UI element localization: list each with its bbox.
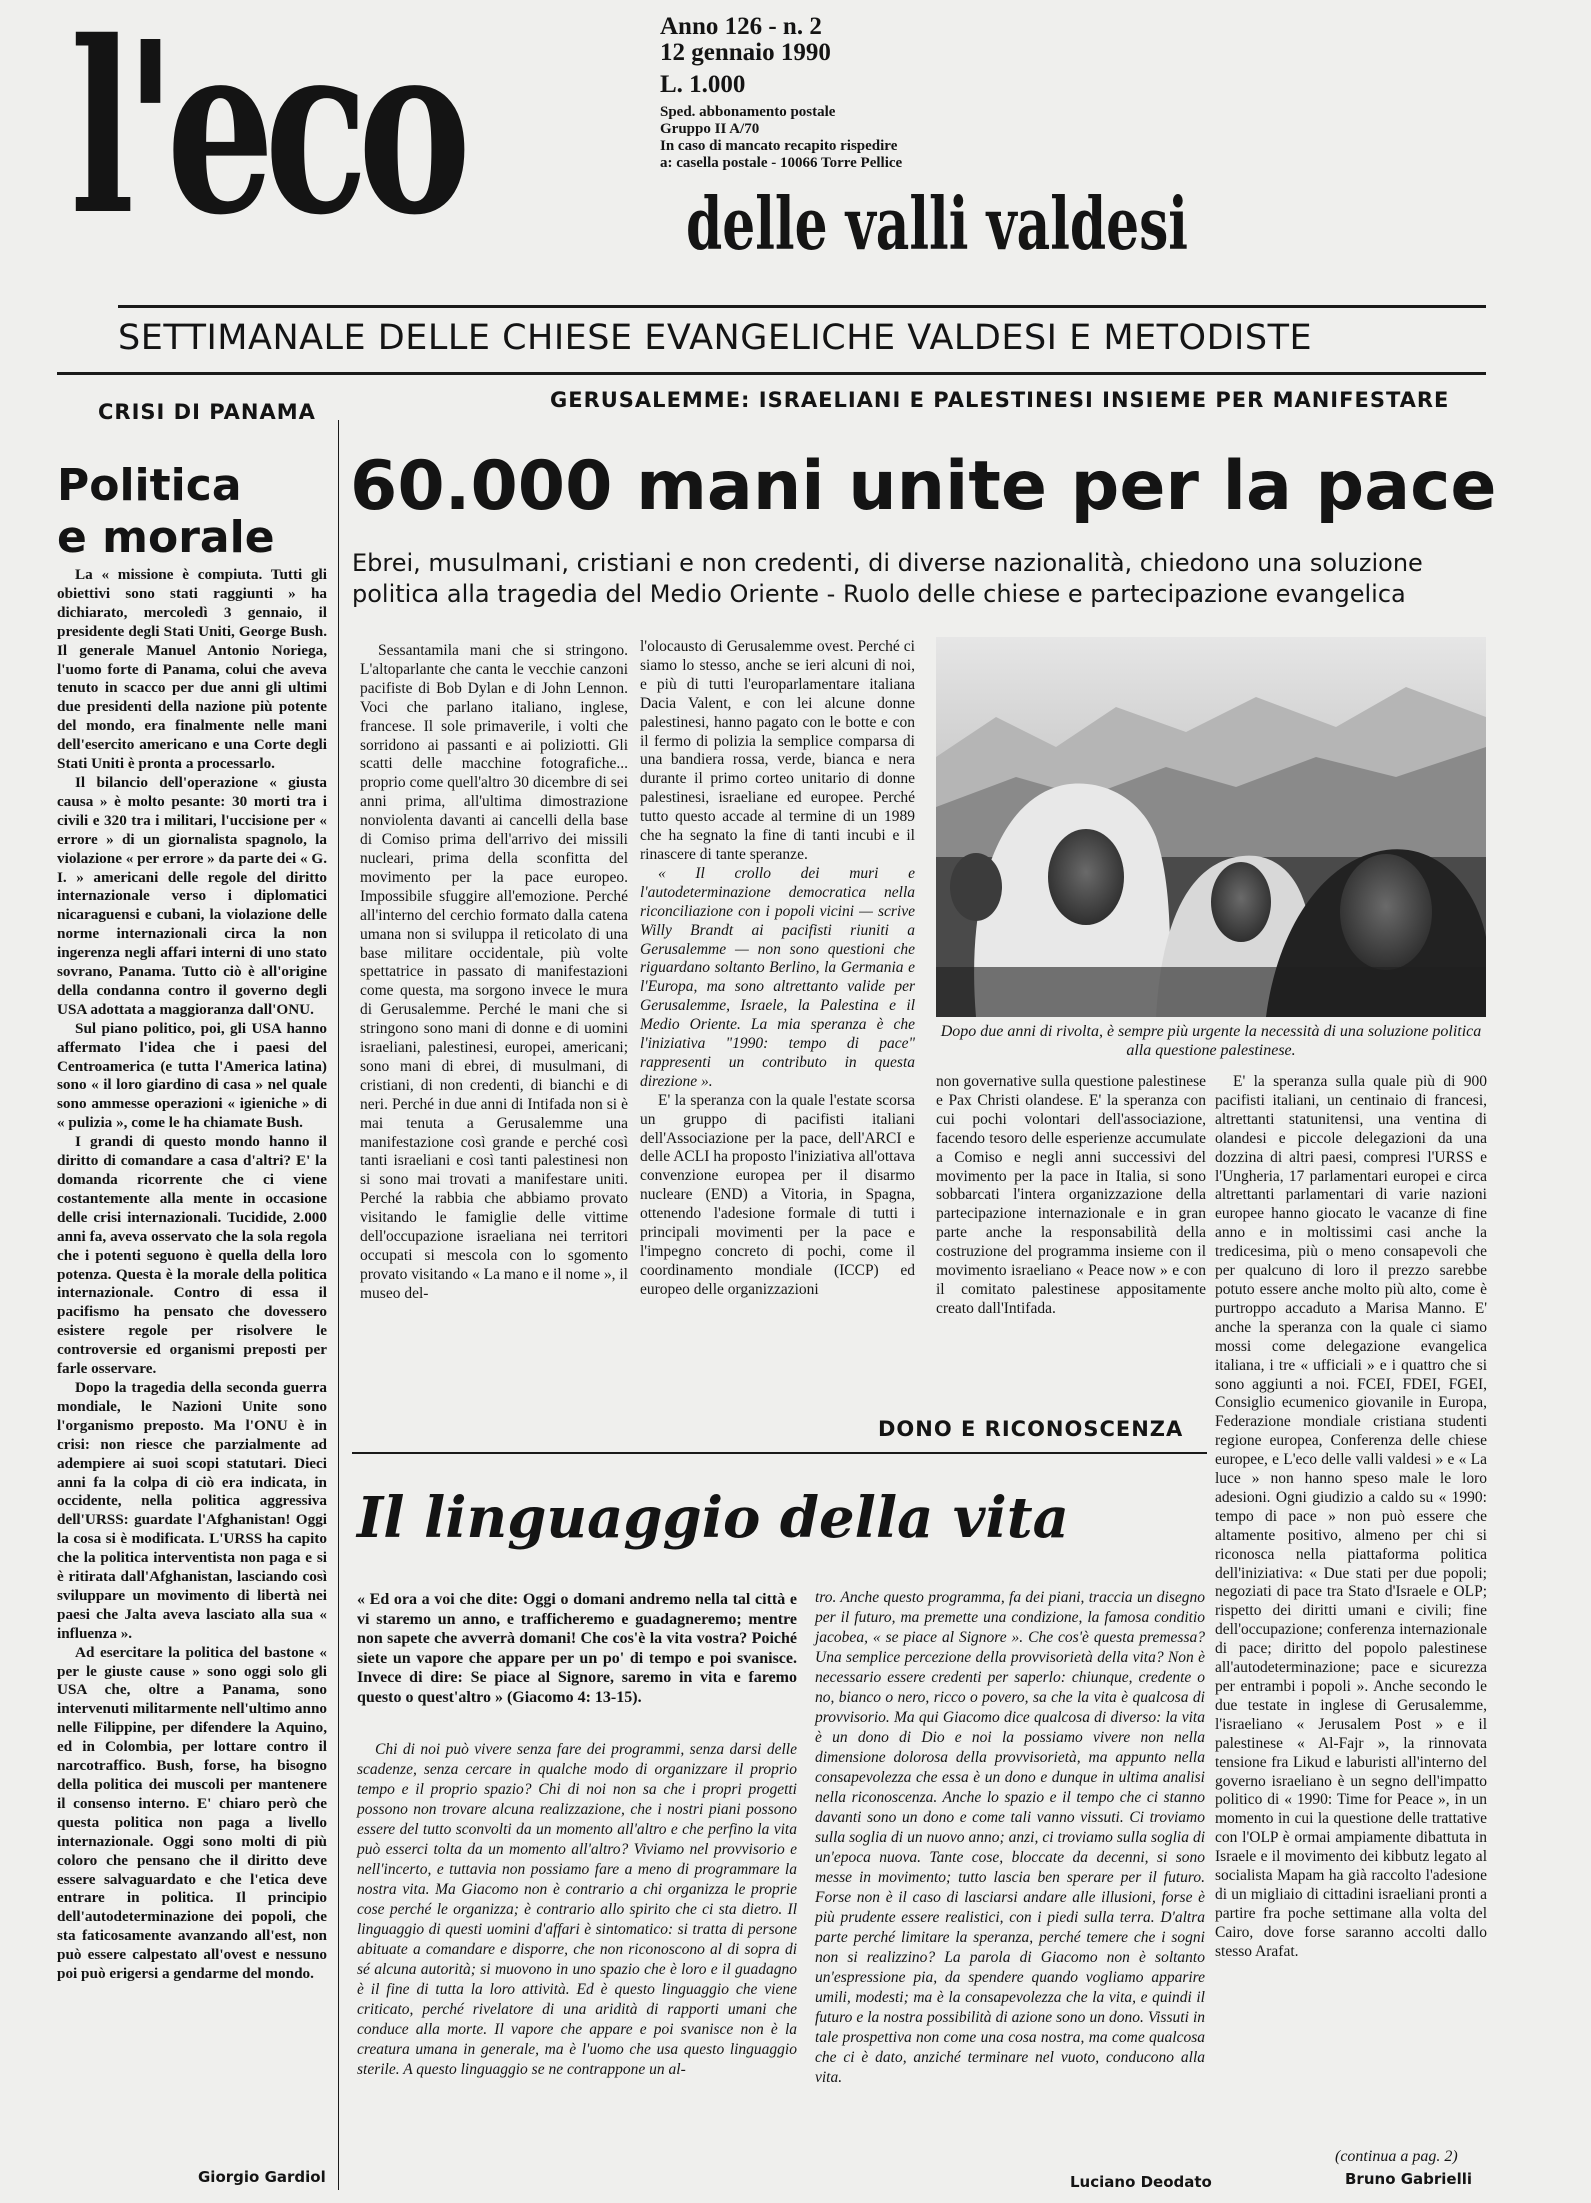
- left-article-title: [57, 460, 275, 564]
- postal-info: [660, 104, 902, 172]
- paragraph: non governative sulla questione palestinese e Pax Christi olandese. E' la speranza con cui pochi volontari dell'associazione, facendo tesoro delle esperienze accumulate a Comiso e negli anni successivi del movimento per la pace in Italia, si sono sobbarcati l'intera organizzazione della partecipazione internazionale e in gran parte anche la responsabilità della costruzione del programma insieme con il movimento israeliano « Peace now » e con il comitato palestinese appositamente creato dall'Intifada.: [936, 1073, 1206, 1317]
- second-article-title: Il linguaggio della vita: [357, 1485, 1069, 1551]
- main-article-author: Bruno Gabrielli: [1345, 2170, 1473, 2188]
- masthead-info: [660, 14, 902, 172]
- paragraph: Sessantamila mani che si stringono. L'altoparlante che canta le vecchie canzoni pacifiste di Bob Dylan e di John Lennon. Voci che parlano italiano, inglese, francese. Il sole primaverile, i volti che sorridono ai passanti e ai poliziotti. Gli scatti delle macchine fotografiche... proprio come quell'altro 30 dicembre di sei anni prima, all'ultima dimostrazione nonviolenta davanti ai cancelli della base di Comiso prima dell'arrivo dei missili nucleari, prima della sconfitta del movimento per la pace europeo. Impossibile sfuggire all'emozione. Perché all'interno del cerchio formato dalla catena umana non si sviluppa il reticolato di una base militare occidentale, più volte spettatrice in passato di manifestazioni come questa, ma sorgono invece le mura di Gerusalemme. Perché le mani che si stringono sono mani di donne e di uomini israeliani, palestinesi, europei, americani; sono mani di ebrei, di musulmani, di cristiani, di non credenti, di bianchi e di neri. Perché in due anni di Intifada non si è mai tenuta a Gerusalemme una manifestazione così grande e perché così tanti israeliani e così tanti palestinesi non si sono mai trovati a manifestare uniti. Perché la rabbia che abbiamo provato visitando le famiglie delle vittime dell'occupazione israeliana nei territori occupati si mescola con lo sgomento provato visitando « La mano e il nome », il museo del-: [360, 642, 628, 1302]
- title-line: e morale: [57, 512, 275, 563]
- main-article-col1: [360, 642, 628, 1304]
- postal-line: In caso di mancato recapito rispedire: [660, 138, 898, 154]
- paragraph: La « missione è compiuta. Tutti gli obiettivi sono stati raggiunti » ha dichiarato, mercoledì 3 gennaio, il presidente degli Stati Uniti, George Bush. Il generale Manuel Antonio Noriega, l'uomo forte di Panama, colui che aveva tenuto in scacco per due anni gli ultimi due presidenti della nazione più potente del mondo, era finalmente nelle mani dell'esercito americano e una Corte degli Stati Uniti è pronta a processarlo.: [57, 566, 327, 773]
- paragraph: tro. Anche questo programma, fa dei piani, traccia un disegno per il futuro, ma premette una condizione, la famosa conditio jacobea, « se piace al Signore ». Che cos'è questa premessa? Una semplice percezione della provvisorietà della vita? Non è necessario essere credenti per saperlo: chiunque, credente o no, bianco o nero, ricco o povero, sa che la vita è qualcosa di provvisorio. Ma qui Giacomo dice qualcosa di diverso: la vita è un dono di Dio e noi la possiamo vivere non nella dimensione dolorosa della provvisorietà, ma appunto nella consapevolezza che essa è un dono e dunque in ultima analisi nella riconoscenza. Anche lo spazio e il tempo che ci stanno davanti sono un dono e come tali vanno vissuti. Ci troviamo sulla soglia di un nuovo anno; anzi, ci troviamo sulla soglia di un'epoca nuova. Tante cose, bloccate da decenni, si sono messe in movimento; tutto lascia ben sperare per il futuro. Forse non è il caso di lasciarsi andare alle illusioni, forse è più prudente essere realistici, con i piedi sulla terra. D'altra parte perché limitare la speranza, perché temere che i sogni non si realizzino? La parola di Giacomo non è soltanto un'espressione pia, da spendere quando vogliamo apparire umili, modesti; ma è la consapevolezza che la vita, e quindi il futuro e la nostra possibilità di azione sono un dono. Vissuti in tale prospettiva non come una cosa nostra, ma come qualcosa che ci è dato, anziché terminare nel vuoto, conducono alla vita.: [815, 1589, 1205, 2086]
- paragraph: Il bilancio dell'operazione « giusta causa » è molto pesante: 30 morti tra i civili e 320 tra i militari, l'uccisione per « errore » di un giornalista spagnolo, la violazione « per errore » da parte dei « G. I. » americani delle regole del diritto internazionale verso i diplomatici nicaraguensi e cubani, la violazione delle norme internazionali circa la non ingerenza negli affari interni di uno stato sovrano, Panama. Tutto ciò è all'origine della condanna contro il governo degli USA adottata a maggioranza dall'ONU.: [57, 773, 327, 1018]
- photo-caption: Dopo due anni di rivolta, è sempre più urgente la necessità di una soluzione politica alla questione palestinese.: [940, 1023, 1482, 1059]
- paragraph: l'olocausto di Gerusalemme ovest. Perché ci siamo lo stesso, anche se ieri alcuni di noi, e più di tutti l'europarlamentare italiana Dacia Valent, e con lei alcune donne palestinesi, hanno pagato con le botte e con il fermo di polizia la semplice comparsa di una bandiera rossa, verde, bianca e nera durante il primo corteo unitario di donne palestinesi, israeliane ed europee. Perché tutto questo accade al termine di un 1989 che ha segnato la fine di tanti incubi e il rinascere di tante speranze.: [640, 638, 915, 863]
- section-rule: [352, 1452, 1207, 1454]
- title-line: Politica: [57, 460, 242, 511]
- paragraph: Ad esercitare la politica del bastone « per le giuste cause » sono oggi solo gli USA che, oltre a Panama, sono intervenuti militarmente nell'ultimo anno nelle Filippine, per difendere la Aquino, ed in Colombia, per lottare contro il narcotraffico. Bush, forse, ha bisogno della politica dei muscoli per mantenere il consenso interno. E' chiaro però che questa politica non paga a livello internazionale. Oggi sono molti di più coloro che pensano che il diritto deve essere salvaguardato e che l'etica deve entrare in politica. Il principio dell'autodeterminazione dei popoli, che sta faticosamente avanzando all'est, non può essere calpestato all'ovest e nessuno poi può erigersi a gendarme del mondo.: [57, 1643, 327, 1983]
- scripture-quote: « Ed ora a voi che dite: Oggi o domani andremo nella tal città e vi staremo un anno, e trafficheremo e guadagneremo; mentre non sapete che avverrà domani! Che cos'è la vita vostra? Poiché siete un vapore che appare per un po' di tempo e poi svanisce. Invece di dire: Se piace al Signore, saremo in vita e faremo questo o quest'altro » (Giacomo 4: 13-15).: [357, 1591, 797, 1706]
- masthead-tagline: SETTIMANALE DELLE CHIESE EVANGELICHE VALDESI E METODISTE: [118, 318, 1313, 358]
- paragraph: I grandi di questo mondo hanno il diritto di comandare a casa d'altri? E' la domanda ricorrente che ci viene costantemente alla mente in occasione delle crisi internazionali. Tucidide, 2.000 anni fa, aveva osservato che la sola regola che i potenti seguono è quella della loro potenza. Questa è la morale della politica internazionale. Contro di essa il pacifismo ha pensato che dovessero esistere regole per risolvere le controversie ed organismi preposti per farle osservare.: [57, 1133, 327, 1378]
- masthead-subtitle: delle valli valdesi: [686, 181, 1188, 266]
- issue-number: Anno 126 - n. 2: [660, 13, 822, 40]
- second-article-col2: [815, 1588, 1205, 2088]
- main-article-col2: [640, 638, 915, 1300]
- paragraph: Sul piano politico, poi, gli USA hanno affermato l'idea che i paesi del Centroamerica (e tutta l'America latina) sono « il loro giardino di casa » nel quale sono ammesse operazioni « igieniche » di « pulizia », come le ha chiamate Bush.: [57, 1019, 327, 1132]
- issue-price: L. 1.000: [660, 71, 746, 98]
- paragraph: E' la speranza sulla quale più di 900 pacifisti italiani, un centinaio di francesi, altrettanti statunitensi, una ventina di olandesi e piccole delegazioni da una dozzina di altri paesi, compresi l'URSS e l'Ungheria, 17 parlamentari europei e circa altrettanti parlamentari di varie nazioni europee hanno giocato le vacanze di fine anno e in moltissimi casi anche la tredicesima, più o meno consapevoli che per qualcuno di loro il prezzo sarebbe potuto essere anche molto più alto, come è purtroppo accaduto a Marisa Manno. E' anche la speranza con la quale ci siamo mossi come delegazione evangelica italiana, i tre « ufficiali » e i quattro che si sono aggiunti a noi. FCEI, FDEI, FGEI, Consiglio ecumenico giovanile in Europa, Federazione mondiale cristiana studenti regione europea, Conferenza delle chiese europee, e L'eco delle valli valdesi » e « La luce » non hanno speso male le loro adesioni. Ogni giudizio a caldo su « 1990: tempo di pace » non può essere che altamente positivo, almeno per chi si riconosca nella piattaforma politica dell'iniziativa: « Due stati per due popoli; negoziati di pace tra Stato d'Israele e OLP; rispetto dei diritti umani e civili; fine dell'occupazione; conferenza internazionale di pace; diritto del popolo palestinese all'autodeterminazione; pace e sicurezza per entrambi i popoli ». Anche secondo le due testate in inglese di Gerusalemme, l'israeliano « Jerusalem Post » e il palestinese « Al-Fajr », la rinnovata tensione fra Likud e laburisti all'interno del governo israeliano è un segno dell'impatto politico di « 1990: Time for Peace », in un momento in cui la questione delle trattative con l'OLP è ormai ampiamente dibattuta in Israele e il movimento dei kibbutz legato al socialista Mapam ha già raccolto l'adesione di un migliaio di cittadini israeliani pronti a partire fra poche settimane alla volta del Cairo, dove forse saranno accolti dallo stesso Arafat.: [1215, 1073, 1487, 1960]
- main-standfirst: Ebrei, musulmani, cristiani e non credenti, di diverse nazionalità, chiedono una soluzione politica alla tragedia del Medio Oriente - Ruolo delle chiese e partecipazione evangelica: [352, 549, 1423, 608]
- masthead-logo: l'eco: [70, 0, 462, 267]
- column-divider: [338, 420, 339, 2190]
- second-article-author: Luciano Deodato: [1070, 2173, 1212, 2191]
- left-article-author: Giorgio Gardiol: [198, 2168, 326, 2186]
- masthead-rule-top: [118, 305, 1486, 308]
- second-article-col1: [357, 1740, 797, 2080]
- protest-photo: [936, 637, 1486, 1017]
- issue-date: 12 gennaio 1990: [660, 39, 831, 66]
- masthead-rule-bottom: [57, 372, 1486, 375]
- postal-line: a: casella postale - 10066 Torre Pellice: [660, 155, 903, 171]
- postal-line: Gruppo II A/70: [660, 121, 760, 137]
- quote-paragraph: « Il crollo dei muri e l'autodeterminazione democratica nella riconciliazione con i popoli vicini — scrive Willy Brandt ai pacifisti riuniti a Gerusalemme — non sono questioni che riguardano soltanto Berlino, la Germania e l'Europa, ma sono altrettanto valide per Gerusalemme, Israele, la Palestina e il Medio Oriente. La mia speranza è che l'iniziativa "1990: tempo di pace" rappresenti un contributo in questa direzione ».: [640, 864, 915, 1090]
- postal-line: Sped. abbonamento postale: [660, 104, 836, 120]
- continua-note: (continua a pag. 2): [1335, 2148, 1458, 2165]
- left-article-body: [57, 566, 327, 1984]
- paragraph: Chi di noi può vivere senza fare dei programmi, senza darsi delle scadenze, senza cercare in qualche modo di organizzare il proprio tempo e il proprio spazio? Chi di noi non sa che i propri progetti possono non trovare alcuna realizzazione, che i nostri piani possono essere del tutto sconvolti da un momento all'altro e che perfino la vita può esserci tolta da un momento all'altro? Viviamo nel provvisorio e nell'incerto, e tuttavia non possiamo fare a meno di programmare la nostra vita. Ma Giacomo non è contrario a chi organizza le proprie cose perché le organizza; è contrario allo spirito che ci sta dietro. Il linguaggio di questi uomini d'affari è sintomatico: si tratta di persone abituate a comandare e disporre, che non riconoscono al di sopra di sé alcuna autorità; si muovono in uno spazio che è loro e il guadagno è il fine di tutta la loro attività. Ed è questo linguaggio che viene criticato, perché rivelatore di una aridità di rapporti umani che conduce alla morte. Il vapore che appare e poi svanisce non è la creatura umana in generale, ma è l'uomo che usa questo linguaggio sterile. A questo linguaggio se ne contrappone un al-: [357, 1741, 797, 2078]
- photo-image: [936, 637, 1486, 1017]
- main-kicker: GERUSALEMME: ISRAELIANI E PALESTINESI INSIEME PER MANIFESTARE: [550, 388, 1450, 412]
- left-kicker: CRISI DI PANAMA: [98, 400, 316, 424]
- main-article-col4: [1215, 1073, 1487, 1962]
- main-headline: 60.000 mani unite per la pace: [350, 447, 1497, 526]
- paragraph: E' la speranza con la quale l'estate scorsa un gruppo di pacifisti italiani dell'Associazione per la pace, dell'ARCI e delle ACLI ha proposto l'iniziativa all'ottava convenzione europea per il disarmo nucleare (END) a Vitoria, in Spagna, ottenendo l'adesione formale di tutti i principali movimenti per la pace e l'impegno concreto di pochi, come il coordinamento mondiale (ICCP) ed europeo delle organizzazioni: [640, 1091, 915, 1298]
- paragraph: Dopo la tragedia della seconda guerra mondiale, le Nazioni Unite sono l'organismo preposto. Ma l'ONU è in crisi: non riesce che parzialmente ad adempiere ai suoi scopi statutari. Dieci anni fa la colpa di ciò era indicata, in occidente, nella politica aggressiva dell'URSS: guardate l'Afghanistan! Oggi la cosa si è modificata. L'URSS ha capito che la politica interventista non paga e si è ritirata dall'Afghanistan, lasciando così sviluppare un movimento di libertà nei paesi che Jalta aveva lasciato alla sua « influenza ».: [57, 1378, 327, 1642]
- second-kicker: DONO E RICONOSCENZA: [878, 1417, 1184, 1441]
- main-article-col3: [936, 1073, 1206, 1319]
